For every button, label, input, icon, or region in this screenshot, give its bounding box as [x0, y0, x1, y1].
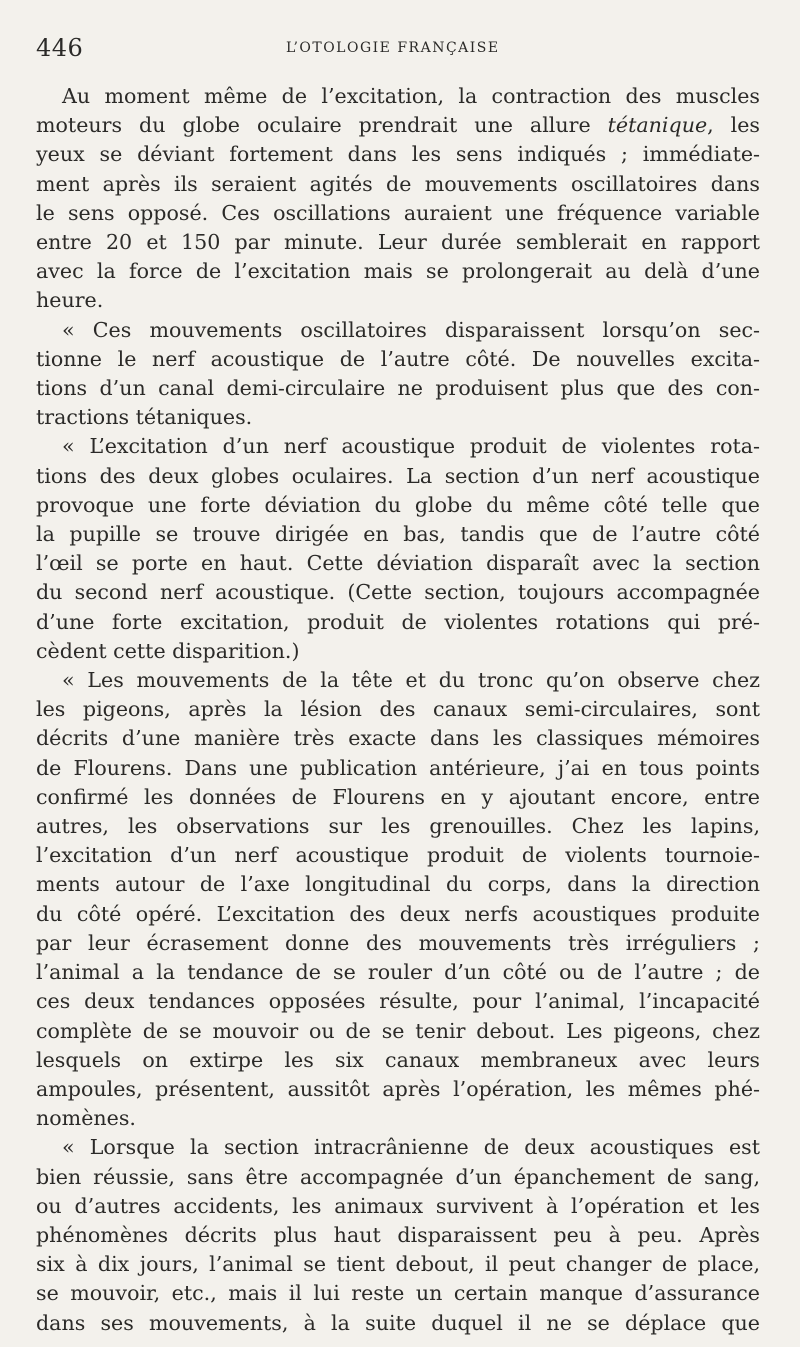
- line-text: dans ses mouvements, à la suite duquel il ne se déplace que: [36, 1310, 760, 1335]
- text-line: [36, 491, 760, 520]
- running-title: L’OTOLOGIE FRANÇAISE: [286, 40, 500, 56]
- text-line: [36, 140, 760, 169]
- text-line: [36, 724, 760, 753]
- line-text: complète de se mouvoir ou de se tenir debout. Les pigeons, chez: [36, 1018, 760, 1043]
- line-text: d’une forte excitation, produit de violentes rotations qui pré-: [36, 609, 760, 634]
- text-line: [36, 170, 760, 199]
- text-line: [36, 1017, 760, 1046]
- line-text: autres, les observations sur les grenouilles. Chez les lapins,: [36, 814, 760, 839]
- line-text: nomènes.: [36, 1106, 136, 1131]
- line-text: du second nerf acoustique. (Cette section, toujours accompagnée: [36, 580, 760, 605]
- line-text: lesquels on extirpe les six canaux membraneux avec leurs: [36, 1047, 760, 1072]
- line-text: du côté opéré. L’excitation des deux nerfs acoustiques produite: [36, 901, 760, 926]
- text-line: [36, 1133, 760, 1162]
- line-text: « Les mouvements de la tête et du tronc qu’on observe chez: [62, 668, 760, 693]
- line-text: confirmé les données de Flourens en y ajoutant encore, entre: [36, 784, 760, 809]
- text-line: [36, 1046, 760, 1075]
- text-line: [36, 900, 760, 929]
- line-text: « L’excitation d’un nerf acoustique produit de violentes rota-: [62, 434, 760, 459]
- text-line: [36, 637, 760, 666]
- text-line: [36, 520, 760, 549]
- text-line: [36, 666, 760, 695]
- paragraph: [36, 316, 760, 433]
- text-line: [36, 608, 760, 637]
- text-line: [36, 870, 760, 899]
- line-text: six à dix jours, l’animal se tient debout, il peut changer de place,: [36, 1252, 760, 1277]
- line-text: avec la force de l’excitation mais se prolongerait au delà d’une: [36, 259, 760, 284]
- line-text: provoque une forte déviation du globe du même côté telle que: [36, 492, 760, 517]
- text-line: [36, 345, 760, 374]
- text-line: [36, 228, 760, 257]
- text-line: [36, 987, 760, 1016]
- line-text: l’animal a la tendance de se rouler d’un côté ou de l’autre ; de: [36, 960, 760, 985]
- line-text: tractions tétaniques.: [36, 405, 253, 430]
- text-line: [36, 1279, 760, 1308]
- body-text: [36, 82, 760, 1338]
- line-text: tionne le nerf acoustique de l’autre côté. De nouvelles excita-: [36, 346, 760, 371]
- text-line: [36, 286, 760, 315]
- paragraph: [36, 1133, 760, 1337]
- text-line: [36, 578, 760, 607]
- text-line: [36, 1104, 760, 1133]
- paragraph: [36, 432, 760, 666]
- text-line: [36, 929, 760, 958]
- text-line: [36, 1163, 760, 1192]
- line-text: ampoules, présentent, aussitôt après l’opération, les mêmes phé-: [36, 1076, 760, 1101]
- text-line: [36, 1075, 760, 1104]
- line-text: de Flourens. Dans une publication antérieure, j’ai en tous points: [36, 755, 760, 780]
- line-text: bien réussie, sans être accompagnée d’un épanchement de sang,: [36, 1164, 760, 1189]
- line-text: heure.: [36, 288, 104, 313]
- line-text: le sens opposé. Ces oscillations auraient une fréquence variable: [36, 200, 760, 225]
- text-line: [36, 783, 760, 812]
- line-text: se mouvoir, etc., mais il lui reste un certain manque d’assurance: [36, 1281, 760, 1306]
- text-line: [36, 462, 760, 491]
- text-line: [36, 1309, 760, 1338]
- line-text: l’excitation d’un nerf acoustique produit de violents tournoie-: [36, 843, 760, 868]
- text-line: [36, 374, 760, 403]
- line-text: phénomènes décrits plus haut disparaissent peu à peu. Après: [36, 1222, 760, 1247]
- text-line: [36, 1221, 760, 1250]
- text-line: [36, 958, 760, 987]
- italic-term: tétanique: [607, 113, 708, 138]
- line-text-after: , les: [707, 113, 760, 138]
- text-line: [36, 316, 760, 345]
- text-line: [36, 841, 760, 870]
- text-line: [36, 403, 760, 432]
- text-line: [36, 199, 760, 228]
- line-text: la pupille se trouve dirigée en bas, tandis que de l’autre côté: [36, 522, 760, 547]
- line-text: ces deux tendances opposées résulte, pour l’animal, l’incapacité: [36, 989, 760, 1014]
- line-text: yeux se déviant fortement dans les sens indiqués ; immédiate-: [36, 142, 760, 167]
- line-text: ou d’autres accidents, les animaux survivent à l’opération et les: [36, 1193, 760, 1218]
- text-line: [36, 111, 760, 140]
- text-line: [36, 1192, 760, 1221]
- paragraph: [36, 82, 760, 316]
- text-line: [36, 257, 760, 286]
- line-text: tions d’un canal demi-circulaire ne produisent plus que des con-: [36, 376, 760, 401]
- text-line: [36, 812, 760, 841]
- line-text: moteurs du globe oculaire prendrait une allure: [36, 113, 608, 138]
- line-text: ments autour de l’axe longitudinal du corps, dans la direction: [36, 872, 760, 897]
- line-text: entre 20 et 150 par minute. Leur durée semblerait en rapport: [36, 230, 760, 255]
- paragraph: [36, 666, 760, 1133]
- text-line: [36, 695, 760, 724]
- page-header: [36, 34, 760, 74]
- line-text: Au moment même de l’excitation, la contraction des muscles: [62, 84, 760, 108]
- text-line: [36, 82, 760, 111]
- text-line: [36, 549, 760, 578]
- line-text: tions des deux globes oculaires. La section d’un nerf acoustique: [36, 463, 760, 488]
- line-text: ment après ils seraient agités de mouvements oscillatoires dans: [36, 171, 760, 196]
- line-text: les pigeons, après la lésion des canaux semi-circulaires, sont: [36, 697, 760, 722]
- line-text: « Ces mouvements oscillatoires disparaissent lorsqu’on sec-: [62, 317, 760, 342]
- line-text: décrits d’une manière très exacte dans les classiques mémoires: [36, 726, 760, 751]
- text-line: [36, 1250, 760, 1279]
- text-line: [36, 432, 760, 461]
- line-text: « Lorsque la section intracrânienne de deux acoustiques est: [62, 1135, 760, 1160]
- line-text: cèdent cette disparition.): [36, 638, 300, 663]
- page-number: 446: [36, 34, 84, 62]
- line-text: l’œil se porte en haut. Cette déviation disparaît avec la section: [36, 551, 760, 576]
- line-text: par leur écrasement donne des mouvements très irréguliers ;: [36, 930, 760, 955]
- text-line: [36, 754, 760, 783]
